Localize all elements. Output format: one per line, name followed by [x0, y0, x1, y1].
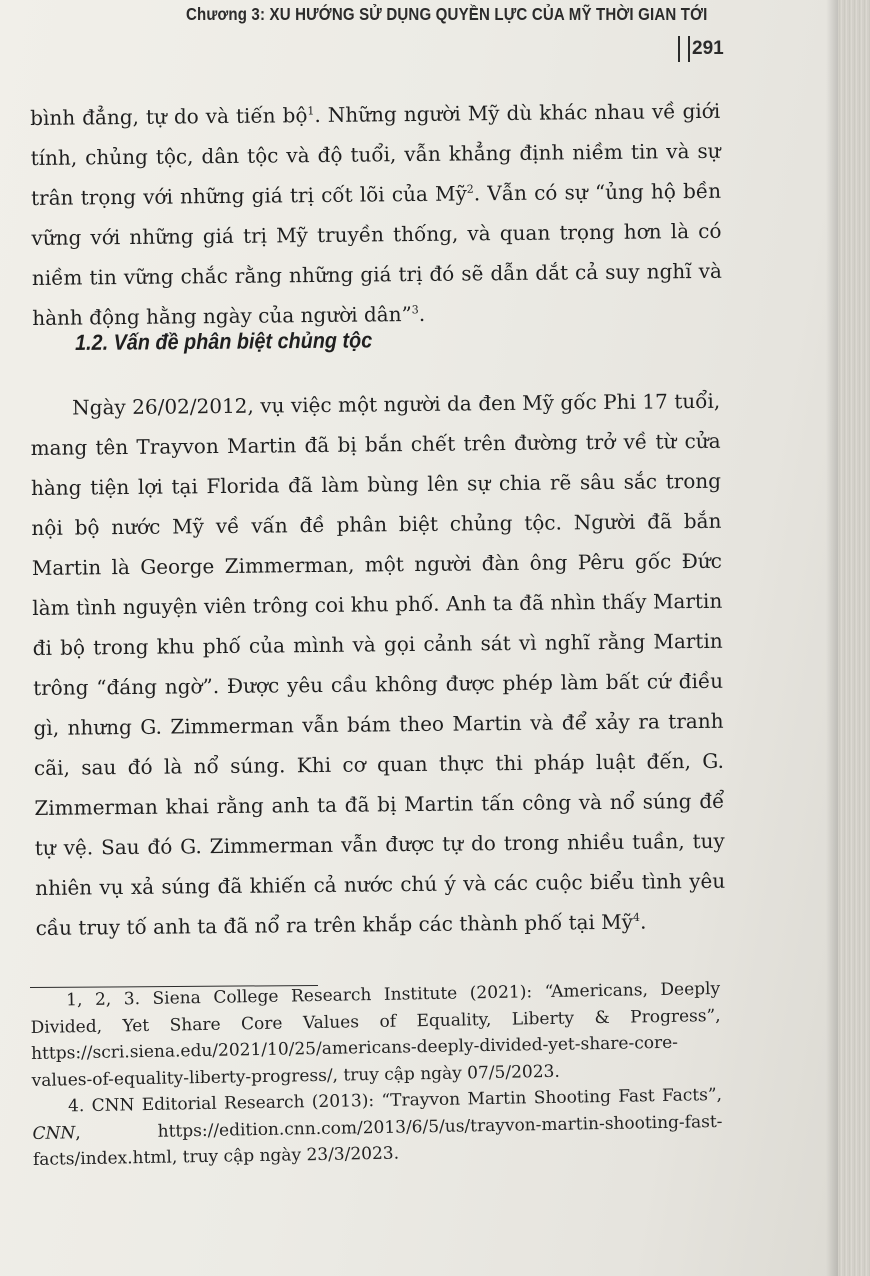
footnote-2-source: CNN [32, 1122, 76, 1144]
footnote-ref-4: 4 [632, 910, 641, 925]
section-heading: 1.2. Vấn đề phân biệt chủng tộc [75, 327, 373, 355]
page-number: 291 [692, 38, 724, 59]
paragraph-1-text-b: . Những người Mỹ dù khác nhau về giới tính, chủng tộc, dân tộc và độ tuổi, vẫn khẳng định niềm tin và sự trân trọng với những giá trị cốt lõi của Mỹ [30, 98, 721, 210]
footnotes [30, 976, 723, 1174]
header-separator [678, 36, 690, 62]
paragraph-1-text-d: . [418, 301, 426, 326]
running-head: Chương 3: XU HƯỚNG SỬ DỤNG QUYỀN LỰC CỦA MỸ THỜI GIAN TỚI [186, 4, 708, 24]
paragraph-2-end: . [639, 909, 647, 934]
footnote-ref-1: 1 [307, 104, 315, 118]
paragraph-2 [30, 381, 726, 948]
footnote-2-text-b: , https://edition.cnn.com/2013/6/5/us/trayvon-martin-shooting-fast-facts/index.html, truy cập ngày 23/3/2023. [32, 1111, 723, 1170]
footnote-2 [32, 1082, 723, 1174]
book-page-edges [838, 0, 870, 1276]
paragraph-2-text: Ngày 26/02/2012, vụ việc một người da đen Mỹ gốc Phi 17 tuổi, mang tên Trayvon Martin đã bị bắn chết trên đường trở về từ cửa hàng tiện lợi tại Florida đã làm bùng lên sự chia rẽ sâu sắc trong nội bộ nước Mỹ về vấn đề phân biệt chủng tộc. Người đã bắn Martin là George Zimmerman, một người đàn ông Pêru gốc Đức làm tình nguyện viên trông coi khu phố. Anh ta đã nhìn thấy Martin đi bộ trong khu phố của mình và gọi cảnh sát vì nghĩ rằng Martin trông “đáng ngờ”. Được yêu cầu không được phép làm bất cứ điều gì, nhưng G. Zimmerman vẫn bám theo Martin và để xảy ra tranh cãi, sau đó là nổ súng. Khi cơ quan thực thi pháp luật đến, G. Zimmerman khai rằng anh ta đã bị Martin tấn công và nổ súng để tự vệ. Sau đó G. Zimmerman vẫn được tự do trong nhiều tuần, tuy nhiên vụ xả súng đã khiến cả nước chú ý và các cuộc biểu tình yêu cầu truy tố anh ta đã nổ ra trên khắp các thành phố tại Mỹ [30, 388, 726, 940]
footnote-1: 1, 2, 3. Siena College Research Institute (2021): “Americans, Deeply Divided, Yet Share Core Values of Equality, Liberty & Progress”, https://scri.siena.edu/2021/10/25/americans-deeply-divided-yet-share-core-values-of-equality-liberty-progress/, truy cập ngày 07/5/2023. [30, 978, 721, 1091]
paragraph-1-text-c: . Vẫn có sự “ủng hộ bền vững với những giá trị Mỹ truyền thống, và quan trọng hơn là có niềm tin vững chắc rằng những giá trị đó sẽ dẫn dắt cả suy nghĩ và hành động hằng ngày của người dân” [31, 178, 722, 330]
page-gutter-shadow [826, 0, 838, 1276]
footnote-2-text-a: 4. CNN Editorial Research (2013): “Trayvon Martin Shooting Fast Facts”, [67, 1084, 723, 1117]
footnote-ref-3: 3 [411, 303, 419, 317]
footnote-ref-2: 2 [466, 182, 474, 196]
paragraph-1 [30, 91, 722, 338]
paragraph-1-text-a: bình đẳng, tự do và tiến bộ [30, 103, 308, 130]
